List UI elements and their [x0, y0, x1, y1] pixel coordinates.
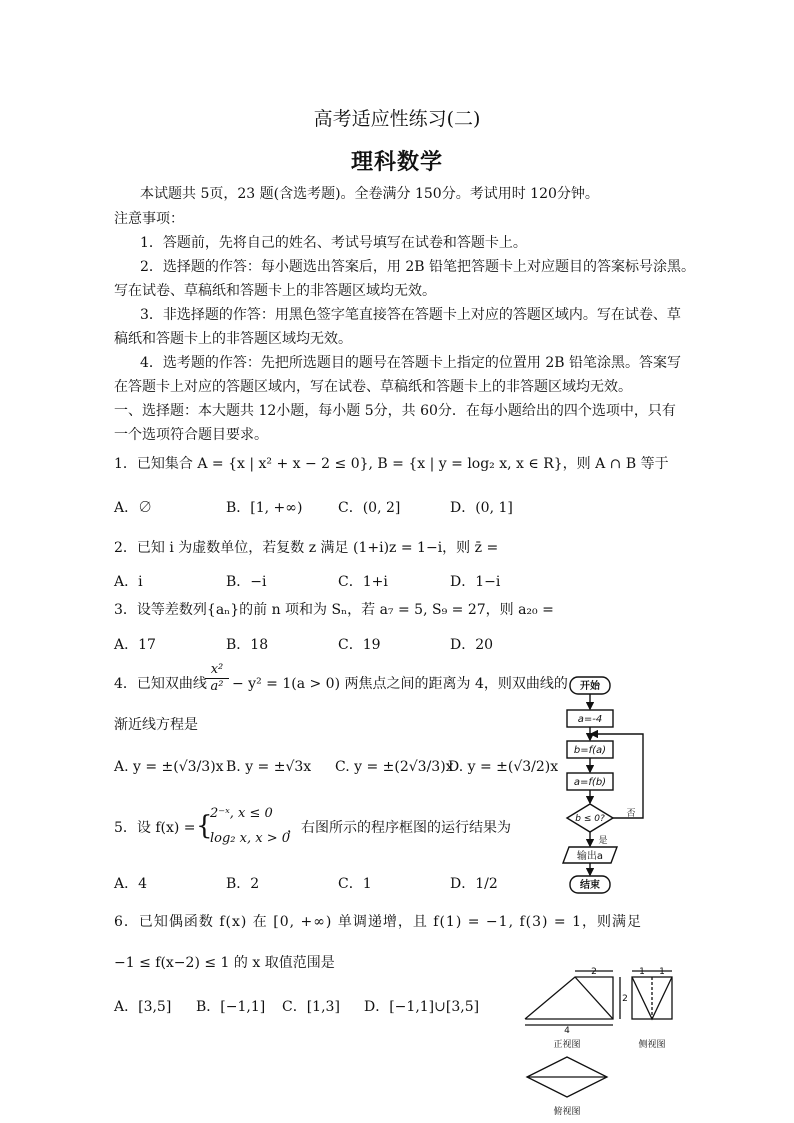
exam-subtitle: 高考适应性练习(二)	[313, 108, 481, 130]
q5-option-d: D．1/2	[450, 876, 498, 892]
q4-option-c: C. y = ±(2√3/3)x	[335, 759, 454, 775]
q4-option-d: D. y = ±(√3/2)x	[448, 759, 559, 775]
q2-option-b: B．−i	[226, 574, 267, 590]
front-view-shape	[525, 977, 613, 1019]
q3-option-b: B．18	[226, 637, 269, 653]
note-2: 2．选择题的作答：每小题选出答案后，用 2B 铅笔把答题卡上对应题目的答案标号涂黑。	[140, 259, 696, 275]
section-heading: 一、选择题：本大题共 12小题，每小题 5分，共 60分．在每小题给出的四个选项中，只有	[114, 403, 676, 419]
top-view-label: 俯视图	[553, 1107, 581, 1117]
note-4-cont: 在答题卡上对应的答题区域内，写在试卷、草稿纸和答题卡上的非答题区域均无效。	[114, 379, 632, 395]
dim-side-right-label: 1	[659, 967, 665, 977]
exam-title: 理科数学	[350, 149, 443, 175]
flow-condition-label: b ≤ 0?	[575, 814, 605, 824]
q2-option-d: D．1−i	[450, 574, 501, 590]
three-view-diagram	[515, 964, 705, 1119]
q4-fraction-denominator: a²	[210, 679, 224, 694]
note-3: 3．非选择题的作答：用黑色签字笔直接答在答题卡上对应的答题区域内。写在试卷、草	[140, 307, 681, 323]
q4-fraction	[205, 662, 229, 695]
program-flowchart	[555, 672, 665, 900]
flow-output-label: 输出a	[576, 851, 604, 862]
q4-option-a: A. y = ±(√3/3)x	[114, 759, 224, 775]
flow-init-label: a=-4	[577, 714, 603, 725]
q2-option-c: C．1+i	[338, 574, 388, 590]
note-3-cont: 稿纸和答题卡上的非答题区域均无效。	[114, 331, 352, 347]
q1-option-b: B．[1, +∞)	[226, 500, 303, 516]
flow-start-label: 开始	[580, 681, 600, 692]
q3-option-c: C．19	[338, 637, 381, 653]
flow-step2-label: a=f(b)	[573, 777, 607, 788]
note-2-cont: 写在试卷、草稿纸和答题卡上的非答题区域均无效。	[114, 283, 436, 299]
dim-bottom-label: 4	[564, 1026, 570, 1036]
flow-step1-label: b=f(a)	[573, 745, 607, 756]
intro-text: 本试题共 5页，23 题(含选考题)。全卷满分 150分。考试用时 120分钟。	[140, 186, 599, 202]
question-4-cont: 渐近线方程是	[114, 717, 198, 733]
front-view-diagonal	[575, 977, 613, 1019]
q4-option-b: B. y = ±√3x	[226, 759, 312, 775]
q6-option-b: B．[−1,1]	[196, 999, 266, 1015]
front-view-label: 正视图	[553, 1040, 581, 1050]
q2-option-a: A．i	[114, 574, 143, 590]
q3-option-a: A．17	[114, 637, 156, 653]
q5-brace: {	[196, 811, 213, 841]
q3-option-d: D．20	[450, 637, 494, 653]
q6-option-a: A．[3,5]	[114, 999, 172, 1015]
flow-end-label: 结束	[580, 880, 600, 891]
q5-option-b: B．2	[226, 876, 260, 892]
notes-heading: 注意事项：	[114, 211, 184, 227]
dim-top-label: 2	[591, 967, 597, 977]
flow-no-label: 否	[626, 809, 636, 819]
q6-option-c: C．[1,3]	[282, 999, 340, 1015]
flow-yes-label: 是	[598, 836, 608, 846]
section-heading-cont: 一个选项符合题目要求。	[114, 427, 268, 443]
q5-case-1: 2⁻ˣ, x ≤ 0	[210, 806, 273, 821]
q5-option-c: C．1	[338, 876, 372, 892]
question-5-intro: 5．设 f(x) =	[114, 820, 196, 836]
q5-option-a: A．4	[114, 876, 148, 892]
q6-option-d: D．[−1,1]∪[3,5]	[364, 999, 480, 1015]
question-6-cont: −1 ≤ f(x−2) ≤ 1 的 x 取值范围是	[114, 955, 335, 971]
q1-option-d: D．(0, 1]	[450, 500, 513, 516]
dim-side-left-label: 1	[639, 967, 645, 977]
question-4-intro: 4．已知双曲线	[114, 676, 207, 692]
question-3: 3．设等差数列{aₙ}的前 n 项和为 Sₙ，若 a₇ = 5, S₉ = 27，则 a₂₀ =	[114, 602, 554, 618]
question-4: − y² = 1(a > 0) 两焦点之间的距离为 4，则双曲线的	[232, 676, 568, 692]
dim-right-label: 2	[622, 994, 628, 1004]
side-view-label: 侧视图	[638, 1040, 666, 1050]
note-4: 4．选考题的作答：先把所选题目的题号在答题卡上指定的位置用 2B 铅笔涂黑。答案写	[140, 355, 682, 371]
question-2: 2．已知 i 为虚数单位，若复数 z 满足 (1+i)z = 1−i，则 z̄ =	[114, 540, 499, 556]
q4-fraction-numerator: x²	[205, 662, 229, 679]
q1-option-a: A．∅	[114, 500, 153, 516]
question-5: ，右图所示的程序框图的运行结果为	[287, 820, 511, 836]
question-6: 6．已知偶函数 f(x) 在 [0, +∞) 单调递增，且 f(1) = −1, f(3) = 1，则满足	[114, 914, 643, 930]
note-1: 1．答题前，先将自己的姓名、考试号填写在试卷和答题卡上。	[140, 235, 527, 251]
question-1: 1．已知集合 A = {x | x² + x − 2 ≤ 0}, B = {x | y = log₂ x, x ∈ R}，则 A ∩ B 等于	[114, 456, 669, 472]
q1-option-c: C．(0, 2]	[338, 500, 401, 516]
q5-case-2: log₂ x, x > 0	[210, 831, 291, 846]
